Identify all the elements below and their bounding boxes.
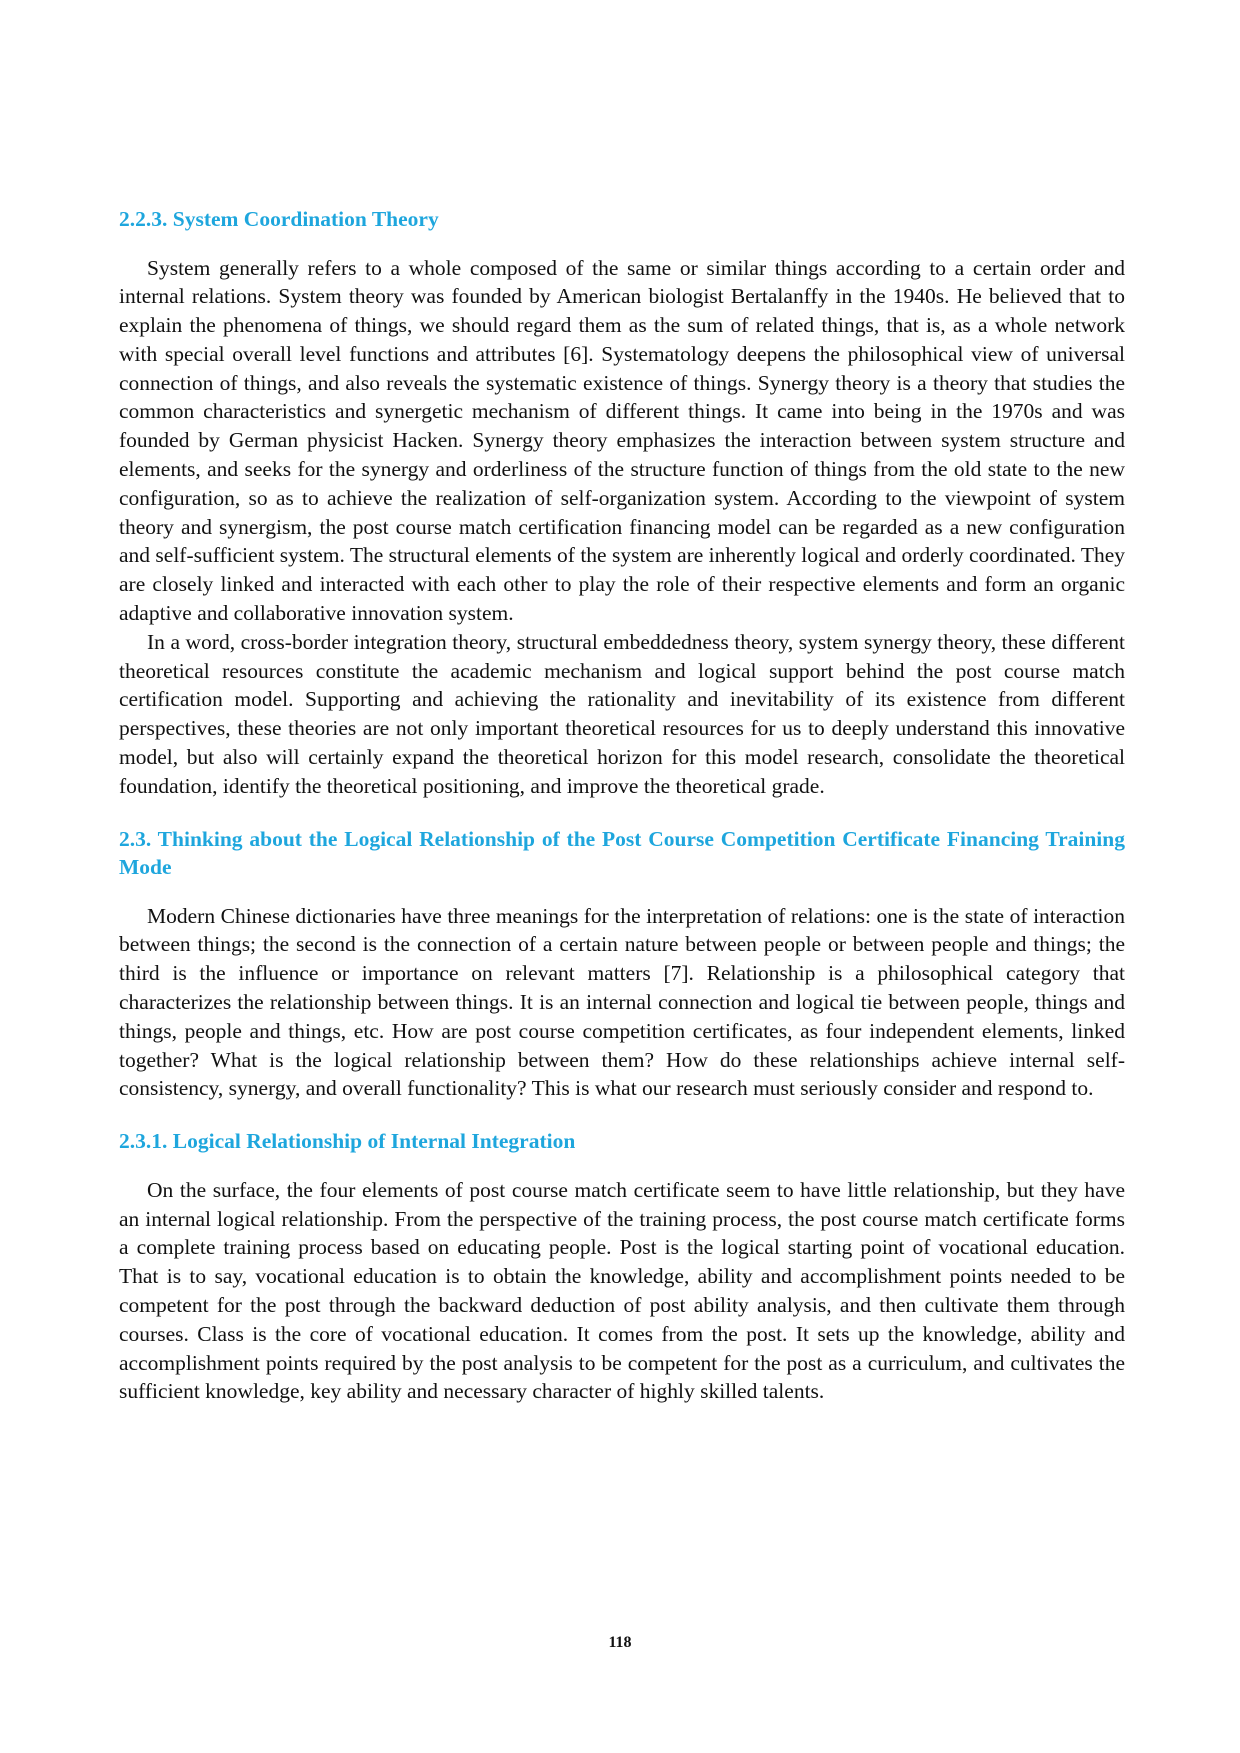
paper-page bbox=[119, 205, 1125, 1406]
page-number: 118 bbox=[608, 1634, 632, 1651]
section-heading-2-3: 2.3. Thinking about the Logical Relationship of the Post Course Competition Certificate Financing Training Mode bbox=[119, 826, 1125, 880]
section-heading-2-2-3: 2.2.3. System Coordination Theory bbox=[119, 207, 439, 231]
paragraph: On the surface, the four elements of post course match certificate seem to have little relationship, but they have an internal logical relationship. From the perspective of the training process, the post course match certificate forms a complete training process based on educating people. Post is the logical starting point of vocational education. That is to say, vocational education is to obtain the knowledge, ability and accomplishment points needed to be competent for the post through the backward deduction of post ability analysis, and then cultivate them through courses. Class is the core of vocational education. It comes from the post. It sets up the knowledge, ability and accomplishment points required by the post analysis to be competent for the post as a curriculum, and cultivates the sufficient knowledge, key ability and necessary character of highly skilled talents. bbox=[119, 1177, 1125, 1404]
paragraph: In a word, cross-border integration theory, structural embeddedness theory, system synergy theory, these different theoretical resources constitute the academic mechanism and logical support behind the post course match certification model. Supporting and achieving the rationality and inevitability of its existence from different perspectives, these theories are not only important theoretical resources for us to deeply understand this innovative model, but also will certainly expand the theoretical horizon for this model research, consolidate the theoretical foundation, identify the theoretical positioning, and improve the theoretical grade. bbox=[119, 629, 1125, 798]
section-heading-2-3-1: 2.3.1. Logical Relationship of Internal Integration bbox=[119, 1129, 576, 1154]
paragraph: Modern Chinese dictionaries have three meanings for the interpretation of relations: one is the state of interaction between things; the second is the connection of a certain nature between people or between people and things; the third is the influence or importance on relevant matters [7]. Relationship is a philosophical category that characterizes the relationship between things. It is an internal connection and logical tie between people, things and things, people and things, etc. How are post course competition certificates, as four independent elements, linked together? What is the logical relationship between them? How do these relationships achieve internal self-consistency, synergy, and overall functionality? This is what our research must seriously consider and respond to. bbox=[119, 903, 1125, 1101]
paragraph: System generally refers to a whole composed of the same or similar things according to a certain order and internal relations. System theory was founded by American biologist Bertalanffy in the 1940s. He believed that to explain the phenomena of things, we should regard them as the sum of related things, that is, as a whole network with special overall level functions and attributes [6]. Systematology deepens the philosophical view of universal connection of things, and also reveals the systematic existence of things. Synergy theory is a theory that studies the common characteristics and synergetic mechanism of different things. It came into being in the 1970s and was founded by German physicist Hacken. Synergy theory emphasizes the interaction between system structure and elements, and seeks for the synergy and orderliness of the structure function of things from the old state to the new configuration, so as to achieve the realization of self-organization system. According to the viewpoint of system theory and synergism, the post course match certification financing model can be regarded as a new configuration and self-sufficient system. The structural elements of the system are inherently logical and orderly coordinated. They are closely linked and interacted with each other to play the role of their respective elements and form an organic adaptive and collaborative innovation system. bbox=[119, 255, 1126, 626]
